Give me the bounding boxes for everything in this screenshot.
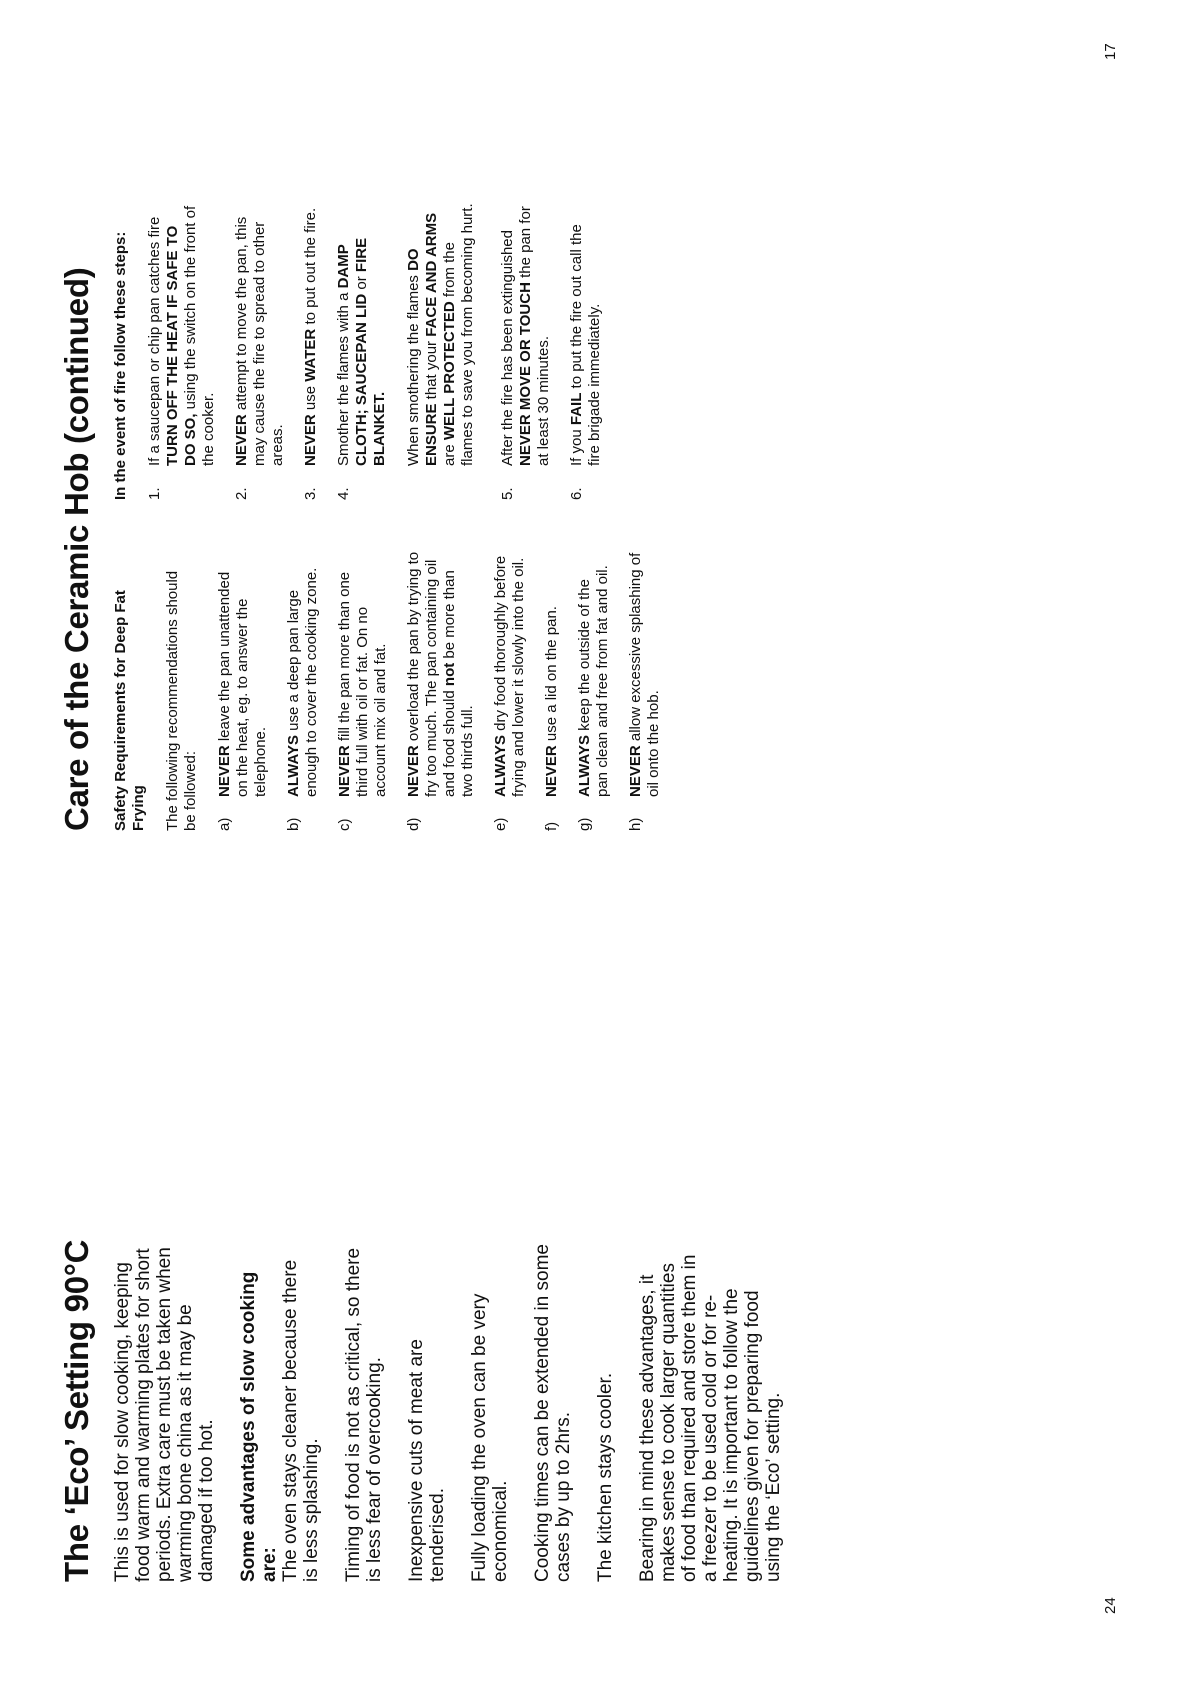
item-text: be more than two thirds full. [441, 570, 476, 797]
item-marker: h) [627, 817, 644, 831]
emphasis: FAIL [568, 392, 585, 426]
eco-advantage: The kitchen stays cooler. [595, 1372, 616, 1582]
item-text: the pan for at least 30 minutes. [517, 206, 552, 466]
item-text: If you [568, 425, 585, 466]
eco-advantage: Cooking times can be extended in some cases by up to 2hrs. [532, 1244, 574, 1582]
item-marker: a) [216, 817, 233, 831]
item-text: Smother the flames with a [335, 288, 352, 466]
list-item [499, 200, 553, 500]
item-text: leave the pan unattended on the heat, eg. to answer the telephone. [216, 571, 269, 797]
emphasis: NEVER [405, 745, 422, 797]
list-item [302, 200, 320, 500]
item-text: using the switch on the front of the cooker. [182, 205, 217, 466]
emphasis: NEVER [216, 745, 233, 797]
item-marker: f) [543, 821, 560, 831]
emphasis: TURN OFF THE HEAT IF SAFE TO DO SO, [164, 225, 199, 466]
item-text: When smothering the flames [405, 270, 422, 466]
item-text: or [353, 272, 370, 294]
list-item [336, 551, 390, 831]
eco-advantage: Timing of food is not as critical, so there is less fear of overcooking. [343, 1247, 385, 1582]
item-text: allow excessive splashing of oil onto the hob. [627, 552, 662, 797]
hob-page-title: Care of the Ceramic Hob (continued) [58, 267, 95, 831]
list-item [492, 551, 528, 831]
item-text: use a deep pan large enough to cover the cooking zone. [285, 567, 320, 797]
emphasis: NEVER MOVE OR TOUCH [517, 282, 534, 466]
item-text: overload the pan by trying to fry too much. The pan containing oil and food should [405, 551, 458, 797]
emphasis: not [441, 662, 458, 687]
list-item [233, 200, 287, 500]
item-text: to put the fire out call the fire brigade immediately. [568, 224, 603, 466]
item-marker: g) [576, 817, 593, 831]
emphasis: DO ENSURE [405, 248, 440, 466]
list-item [405, 551, 477, 831]
item-text: are [441, 440, 458, 466]
eco-advantage: Inexpensive cuts of meat are tenderised. [406, 1339, 448, 1582]
list-item [146, 200, 218, 500]
emphasis: WATER [302, 328, 319, 382]
list-item [285, 551, 321, 831]
item-text: to put out the fire. [302, 207, 319, 329]
emphasis: NEVER [336, 745, 353, 797]
eco-advantages-heading: Some advantages of slow cooking are: [238, 1271, 280, 1582]
item-text: keep the outside of the pan clean and free from fat and oil. [576, 565, 611, 797]
eco-body [112, 1242, 805, 1582]
emphasis: ALWAYS [576, 735, 593, 797]
item-text: fill the pan more than one third full with oil or fat. On no account mix oil and fat. [336, 571, 389, 797]
page-number-right: 17 [1102, 43, 1119, 60]
deep-fat-intro: The following recommendations should be followed: [164, 570, 199, 831]
emphasis: NEVER [627, 745, 644, 797]
eco-closing: Bearing in mind these advantages, it makes sense to cook larger quantities of food than required and store them in a freezer to be used cold or for re-heating. It is important to follow the guidelines given for preparing food using the ‘Eco’ setting. [637, 1254, 784, 1582]
item-marker: 4. [335, 487, 352, 500]
item-marker: b) [285, 817, 302, 831]
eco-intro: This is used for slow cooking, keeping food warm and warming plates for short periods. Extra care must be taken when warming bone china as it may be damaged if too hot. [112, 1247, 217, 1582]
emphasis: NEVER [543, 745, 560, 797]
emphasis: FACE AND ARMS [423, 212, 440, 337]
deep-fat-list [216, 551, 663, 831]
item-text: use a lid on the pan. [543, 606, 560, 746]
emphasis: FIRE BLANKET. [353, 237, 388, 466]
item-text: from the flames to save you from becoming hurt. [441, 203, 476, 466]
fire-section [112, 200, 619, 500]
step4-note [405, 200, 477, 466]
item-marker: c) [336, 818, 353, 831]
item-text: attempt to move the pan, this may cause the fire to spread to other areas. [233, 216, 286, 466]
deep-fat-heading: Safety Requirements for Deep Fat Frying [112, 590, 147, 831]
list-item [568, 200, 604, 500]
emphasis: ALWAYS [285, 735, 302, 797]
item-marker: d) [405, 817, 422, 831]
list-item [216, 551, 270, 831]
item-marker: 2. [233, 487, 250, 500]
item-text: After the fire has been extinguished [499, 230, 516, 466]
item-marker: 3. [302, 487, 319, 500]
emphasis: DAMP CLOTH; SAUCEPAN LID [335, 244, 370, 466]
list-item [627, 551, 663, 831]
item-text: use [302, 381, 319, 415]
page-number-left: 24 [1102, 1597, 1119, 1614]
item-text: dry food thoroughly before frying and lower it slowly into the oil. [492, 555, 527, 797]
eco-page-title: The ‘Eco’ Setting 90°C [58, 1239, 95, 1582]
emphasis: NEVER [302, 414, 319, 466]
list-item [543, 551, 561, 831]
fire-heading: In the event of fire follow these steps: [112, 231, 129, 500]
item-marker: 1. [146, 487, 163, 500]
emphasis: WELL PROTECTED [441, 301, 458, 441]
item-marker: 5. [499, 487, 516, 500]
eco-advantage: The oven stays cleaner because there is less splashing. [280, 1259, 322, 1582]
deep-fat-section [112, 551, 678, 831]
item-text: that your [423, 336, 440, 404]
emphasis: ALWAYS [492, 735, 509, 797]
fire-steps-list [146, 200, 604, 500]
list-item [576, 551, 612, 831]
item-text: If a saucepan or chip pan catches fire [146, 216, 163, 466]
item-marker: e) [492, 817, 509, 831]
list-item [335, 200, 477, 500]
emphasis: NEVER [233, 414, 250, 466]
eco-advantage: Fully loading the oven can be very economical. [469, 1293, 511, 1582]
item-marker: 6. [568, 487, 585, 500]
